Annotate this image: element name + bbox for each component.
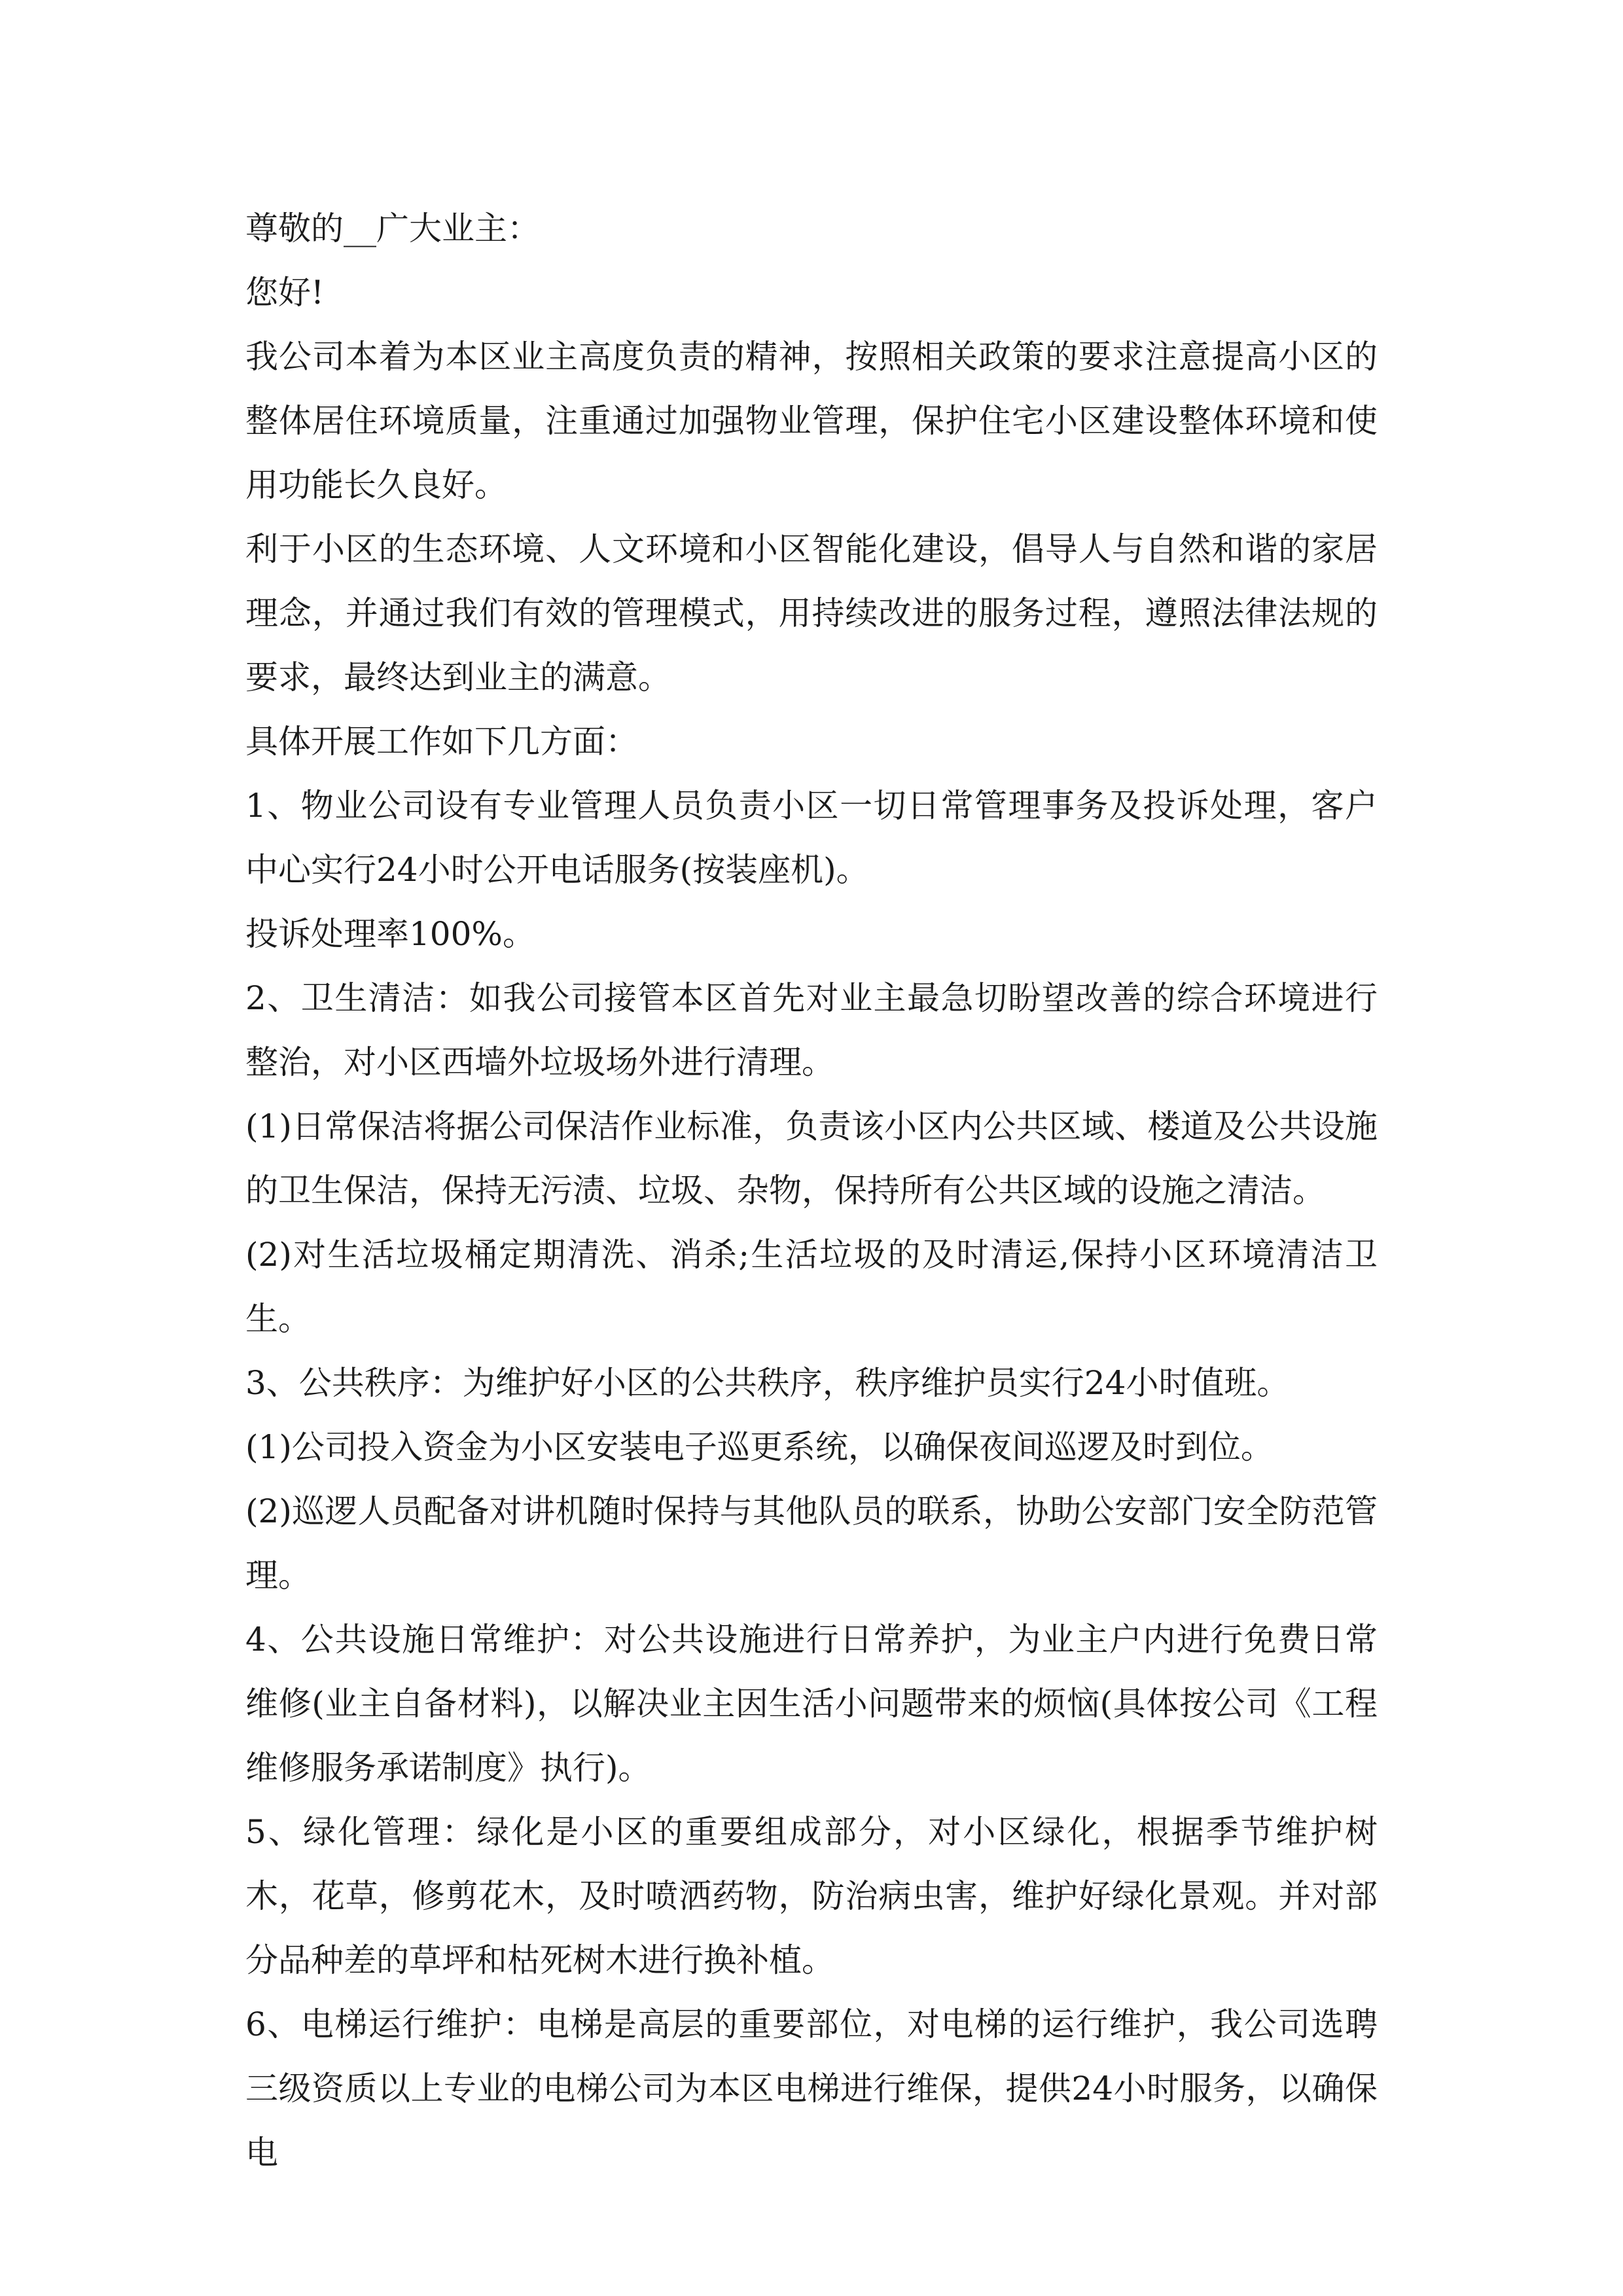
- item-3-sub-2: (2)巡逻人员配备对讲机随时保持与其他队员的联系，协助公安部门安全防范管理。: [245, 1492, 1378, 1594]
- item-1-management: 1、物业公司设有专业管理人员负责小区一切日常管理事务及投诉处理，客户中心实行24小时公开电话服务(按装座机)。: [245, 787, 1378, 889]
- letter-body: [245, 196, 1378, 2185]
- item-2-cleaning: 2、卫生清洁：如我公司接管本区首先对业主最急切盼望改善的综合环境进行整治，对小区西墙外垃圾场外进行清理。: [245, 979, 1378, 1081]
- item-2-sub-1: (1)日常保洁将据公司保洁作业标准，负责该小区内公共区域、楼道及公共设施的卫生保洁，保持无污渍、垃圾、杂物，保持所有公共区域的设施之清洁。: [245, 1107, 1378, 1210]
- item-5-greening: 5、绿化管理：绿化是小区的重要组成部分，对小区绿化，根据季节维护树木，花草，修剪花木，及时喷洒药物，防治病虫害，维护好绿化景观。并对部分品种差的草坪和枯死树木进行换补植。: [245, 1813, 1378, 1979]
- item-6-elevator: 6、电梯运行维护：电梯是高层的重要部位，对电梯的运行维护，我公司选聘三级资质以上专业的电梯公司为本区电梯进行维保，提供24小时服务，以确保电: [245, 2005, 1378, 2172]
- salutation: 尊敬的__广大业主：: [245, 209, 540, 247]
- item-2-sub-2: (2)对生活垃圾桶定期清洗、消杀;生活垃圾的及时清运,保持小区环境清洁卫生。: [245, 1236, 1378, 1338]
- item-3-order: 3、公共秩序：为维护好小区的公共秩序，秩序维护员实行24小时值班。: [245, 1364, 1290, 1402]
- greeting: 您好!: [245, 274, 325, 312]
- intro-paragraph: 我公司本着为本区业主高度负责的精神，按照相关政策的要求注意提高小区的整体居住环境质量，注重通过加强物业管理，保护住宅小区建设整体环境和使用功能长久良好。: [245, 338, 1378, 504]
- philosophy-paragraph: 利于小区的生态环境、人文环境和小区智能化建设，倡导人与自然和谐的家居理念，并通过我们有效的管理模式，用持续改进的服务过程，遵照法律法规的要求，最终达到业主的满意。: [245, 530, 1378, 696]
- complaint-rate: 投诉处理率100%。: [245, 915, 535, 953]
- work-items-heading: 具体开展工作如下几方面：: [245, 723, 638, 761]
- item-3-sub-1: (1)公司投入资金为小区安装电子巡更系统，以确保夜间巡逻及时到位。: [245, 1428, 1274, 1466]
- item-4-facilities: 4、公共设施日常维护：对公共设施进行日常养护，为业主户内进行免费日常维修(业主自备材料)，以解决业主因生活小问题带来的烦恼(具体按公司《工程维修服务承诺制度》执行)。: [245, 1621, 1378, 1787]
